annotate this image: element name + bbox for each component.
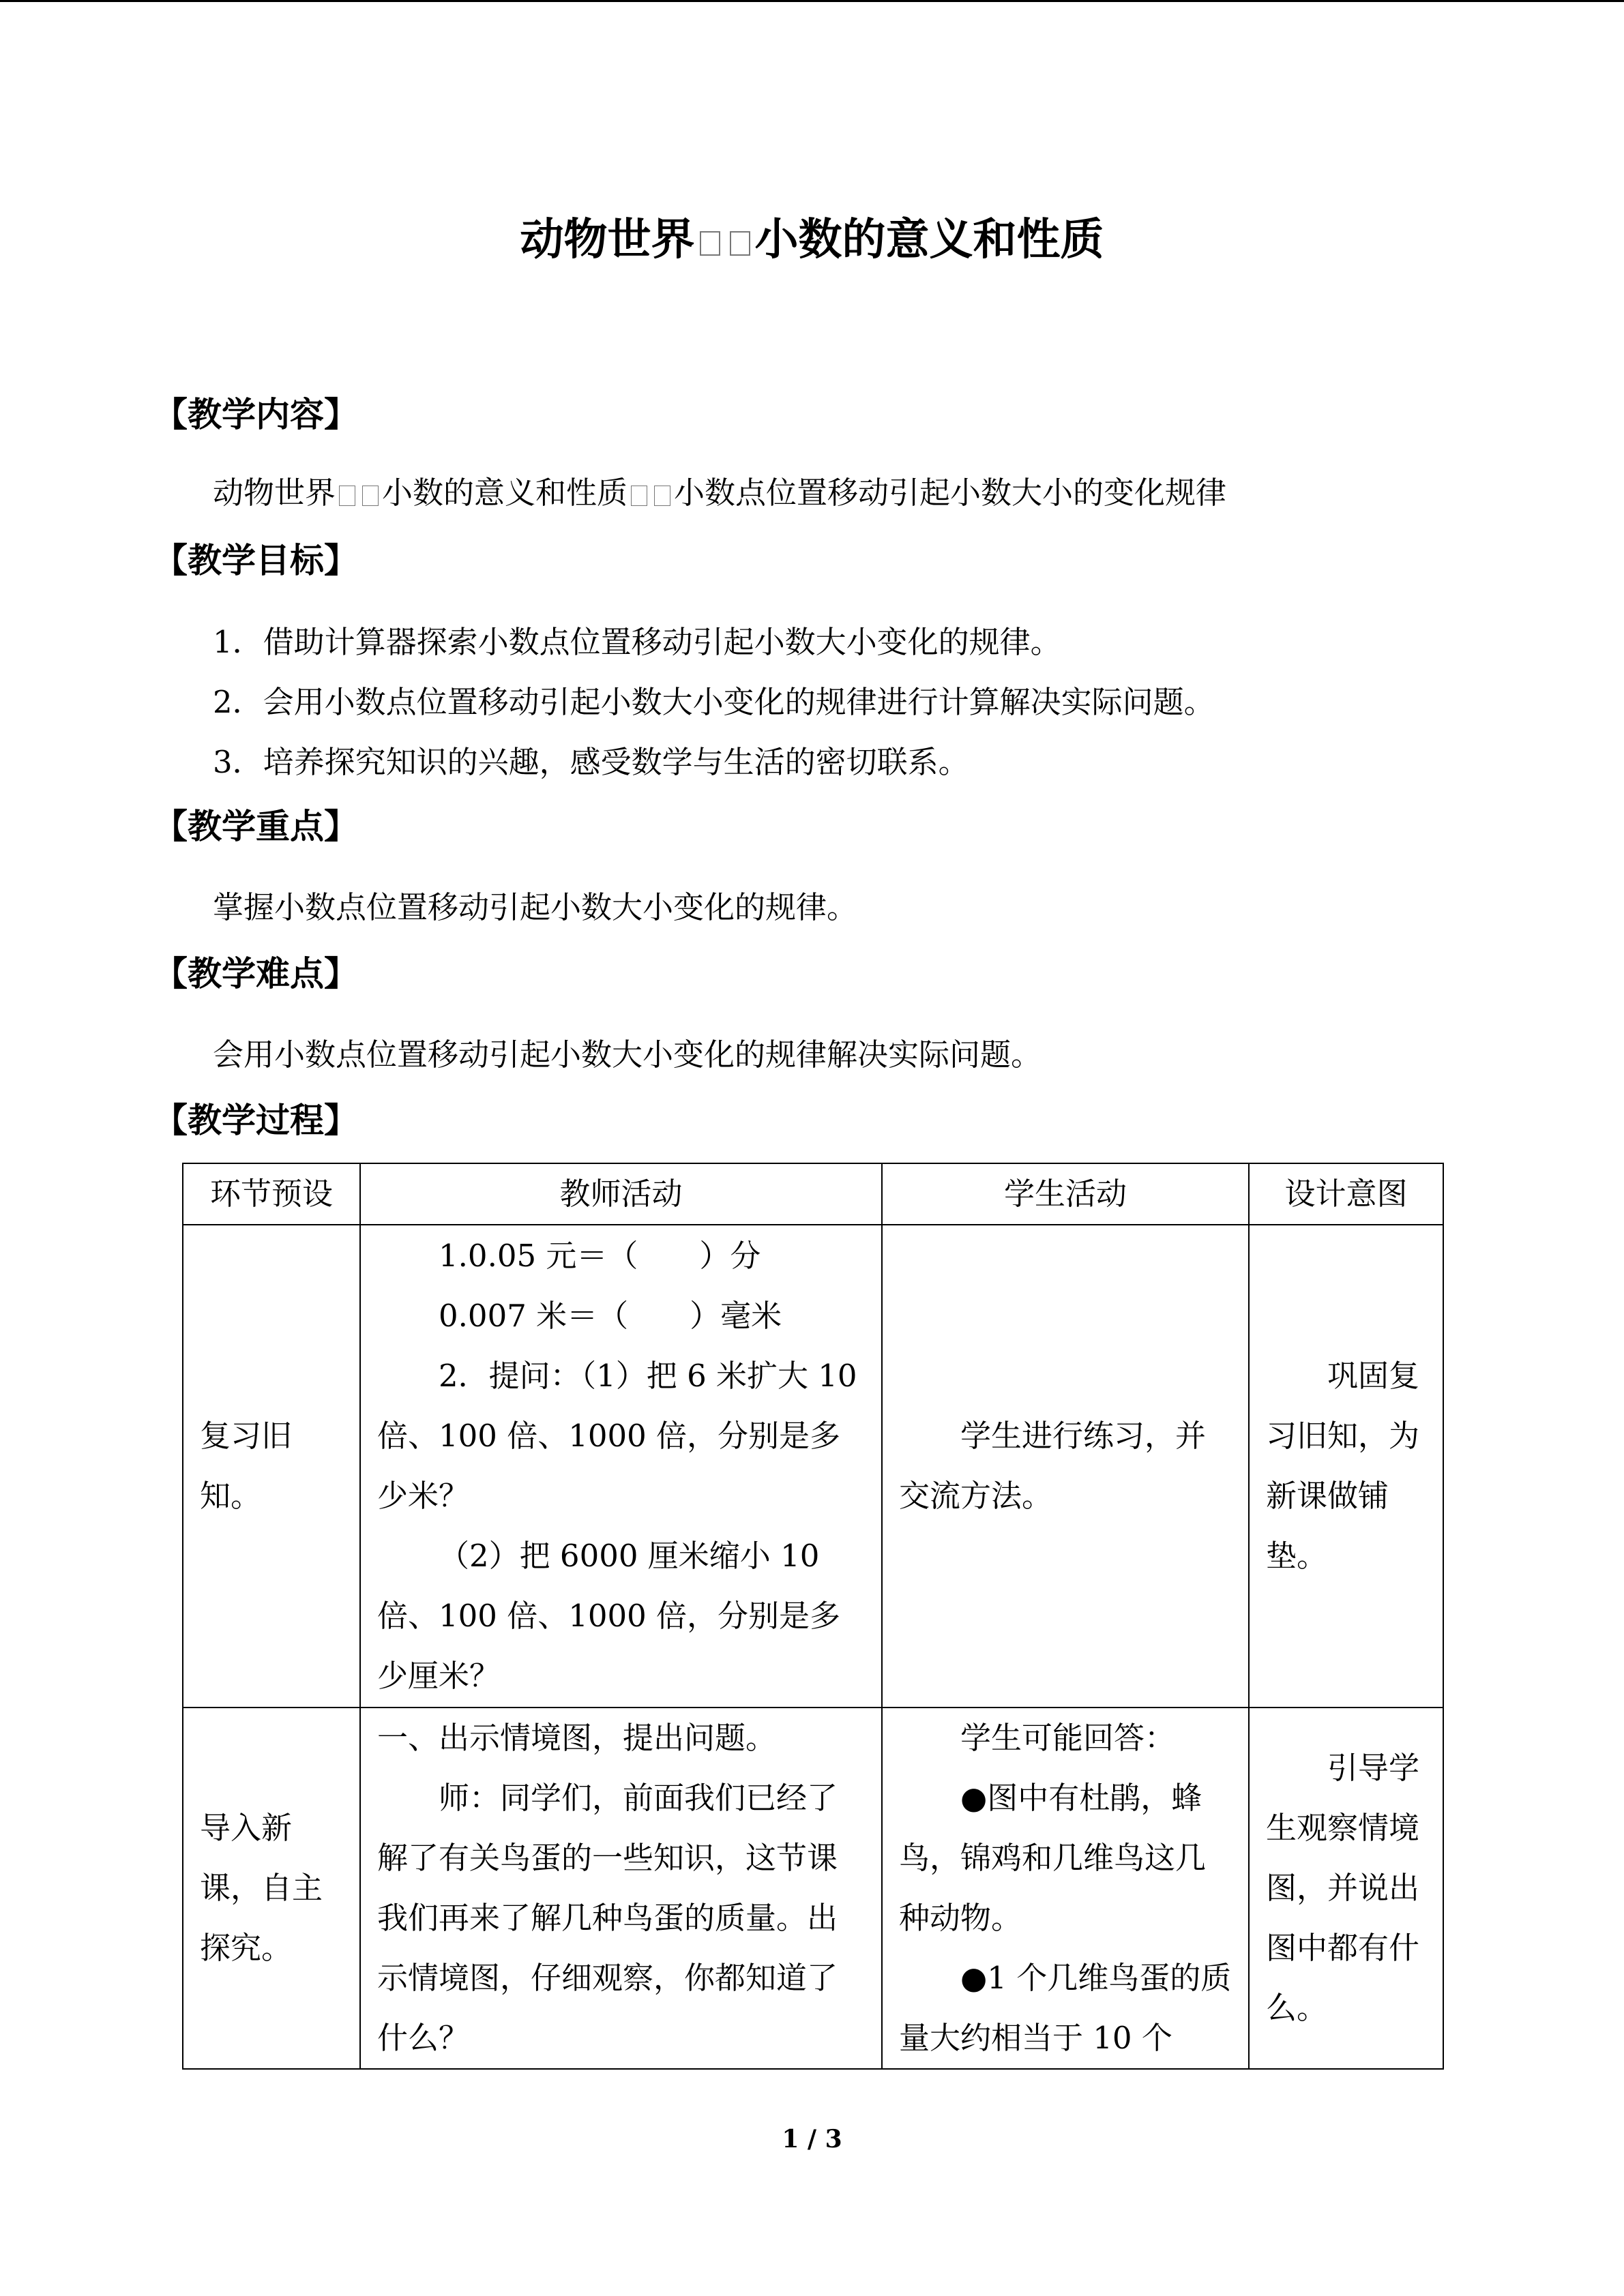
teacher-line: 1.0.05 元＝（ ）分: [439, 1238, 761, 1274]
table-row: [183, 1225, 1443, 1708]
missing-glyph-box: [700, 231, 720, 256]
teacher-line: 2．提问：（1）把 6 米扩大 10 倍、100 倍、1000 倍，分别是多少米？: [377, 1358, 857, 1514]
content-text-b: 小数的意义和性质: [382, 475, 628, 511]
column-header-student: 学生活动: [882, 1163, 1249, 1225]
key-points-text: 掌握小数点位置移动引起小数大小变化的规律。: [213, 889, 858, 925]
section-heading-process: 【教学过程】: [153, 1100, 358, 1140]
document-title: [0, 205, 1624, 275]
intent-text: 巩固复习旧知，为新课做铺垫。: [1266, 1358, 1420, 1574]
teacher-line: 师：同学们，前面我们已经了解了有关鸟蛋的一些知识，这节课我们再来了解几种鸟蛋的质量。出示情境图，仔细观察，你都知道了什么？: [377, 1780, 838, 2056]
stage-cell: [183, 1708, 360, 2069]
table-header-row: [183, 1163, 1443, 1225]
teacher-activity-cell: [360, 1225, 882, 1708]
teacher-line: 0.007 米＝（ ）毫米: [439, 1298, 782, 1334]
content-text: [213, 468, 1226, 518]
title-part-1: 动物世界: [520, 214, 695, 265]
stage-cell: [183, 1225, 360, 1708]
column-header-stage: 环节预设: [183, 1163, 360, 1225]
intent-text: 引导学生观察情境图，并说出图中都有什么。: [1266, 1750, 1420, 2026]
student-activity-cell: [882, 1225, 1249, 1708]
student-line: ●1 个几维鸟蛋的质量大约相当于 10 个: [899, 1960, 1232, 2056]
teaching-process-table: [182, 1163, 1444, 2070]
missing-glyph-box: [654, 486, 670, 506]
top-border-line: [0, 0, 1624, 2]
title-part-2: 小数的意义和性质: [754, 214, 1104, 265]
goal-item-3: 3．培养探究知识的兴趣，感受数学与生活的密切联系。: [213, 744, 969, 780]
page-number: 1 / 3: [782, 2125, 842, 2153]
teacher-line: （2）把 6000 厘米缩小 10 倍、100 倍、1000 倍，分别是多少厘米？: [377, 1538, 841, 1694]
student-line: 学生进行练习，并交流方法。: [899, 1418, 1207, 1514]
missing-glyph-box: [730, 231, 750, 256]
section-heading-content: 【教学内容】: [153, 394, 358, 434]
missing-glyph-box: [362, 486, 379, 506]
section-heading-goals: 【教学目标】: [153, 540, 358, 580]
student-activity-cell: [882, 1708, 1249, 2069]
teacher-activity-cell: [360, 1708, 882, 2069]
design-intent-cell: [1249, 1225, 1443, 1708]
student-line: ●图中有杜鹃，蜂鸟，锦鸡和几维鸟这几种动物。: [899, 1780, 1207, 1936]
missing-glyph-box: [631, 486, 647, 506]
stage-text: 导入新课，自主探究。: [200, 1810, 323, 1966]
teacher-line: 一、出示情境图，提出问题。: [377, 1720, 777, 1756]
student-line: 学生可能回答：: [960, 1720, 1176, 1756]
column-header-teacher: 教师活动: [360, 1163, 882, 1225]
missing-glyph-box: [339, 486, 355, 506]
difficulties-text: 会用小数点位置移动引起小数大小变化的规律解决实际问题。: [213, 1037, 1042, 1073]
section-heading-key-points: 【教学重点】: [153, 806, 358, 846]
stage-text: 复习旧知。: [200, 1418, 293, 1514]
design-intent-cell: [1249, 1708, 1443, 2069]
content-text-c: 小数点位置移动引起小数大小的变化规律: [674, 475, 1227, 511]
table-row: [183, 1708, 1443, 2069]
goal-item-1: 1．借助计算器探索小数点位置移动引起小数大小变化的规律。: [213, 624, 1061, 660]
section-heading-difficulties: 【教学难点】: [153, 953, 358, 994]
goal-item-2: 2．会用小数点位置移动引起小数大小变化的规律进行计算解决实际问题。: [213, 684, 1215, 720]
content-text-a: 动物世界: [213, 475, 336, 511]
column-header-intent: 设计意图: [1249, 1163, 1443, 1225]
